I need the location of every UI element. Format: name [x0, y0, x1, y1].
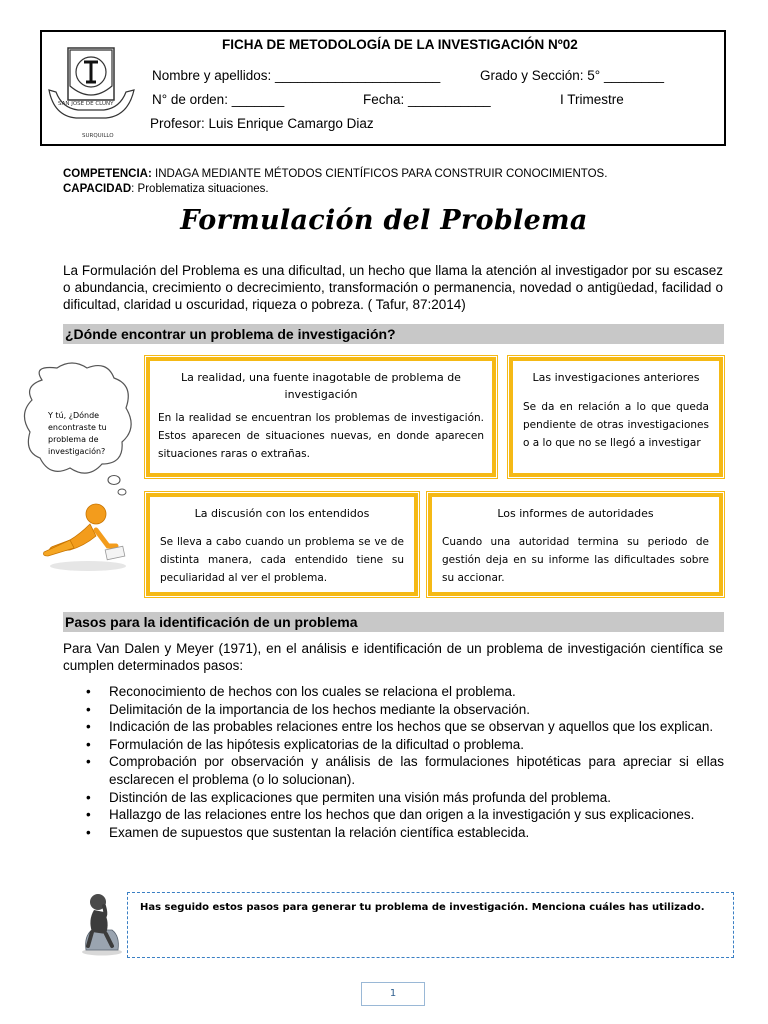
teacher-label: Profesor: Luis Enrique Camargo Diaz	[150, 116, 374, 131]
header-box	[40, 30, 726, 146]
card-authorities	[428, 493, 723, 596]
school-logo	[46, 46, 150, 142]
list-item: • Distinción de las explicaciones que permiten una visión más profunda del problema.	[86, 789, 724, 807]
date-field[interactable]: Fecha: ___________	[363, 92, 491, 107]
card-authorities-body: Cuando una autoridad termina su periodo de gestión deja en su informe las dificultades sobre su accionar.	[442, 536, 709, 584]
card-experts	[146, 493, 418, 596]
list-item: • Formulación de las hipótesis explicatorias de la dificultad o problema.	[86, 736, 724, 754]
competencia-line	[63, 168, 607, 180]
card-reality-title: La realidad, una fuente inagotable de problema de investigación	[181, 371, 461, 401]
thinker-figure-icon	[78, 890, 126, 956]
page-title: Formulación del Problema	[180, 205, 588, 236]
capacidad-label: CAPACIDAD	[63, 183, 132, 195]
list-item: • Hallazgo de las relaciones entre los hechos que dan origen a la investigación y sus explicaciones.	[86, 806, 724, 824]
competencia-text: INDAGA MEDIANTE MÉTODOS CIENTÍFICOS PARA CONSTRUIR CONOCIMIENTOS.	[151, 168, 608, 180]
page-number: 1	[361, 982, 425, 1006]
competencia-label: COMPETENCIA:	[63, 168, 152, 180]
card-experts-body: Se lleva a cabo cuando un problema se ve de distinta manera, cada entendido tiene su peculiaridad al ver el problema.	[160, 536, 404, 584]
intro-paragraph: La Formulación del Problema es una dificultad, un hecho que llama la atención al investigador por su escasez o abundancia, crecimiento o decrecimiento, transformación o permanencia, novedad o antigüedad, facilidad o dificultad, claridad u oscuridad, riqueza o pobreza. ( Tafur, 87:2014)	[63, 263, 723, 312]
card-previous-research-title: Las investigaciones anteriores	[532, 371, 700, 384]
card-previous-research-body: Se da en relación a lo que queda pendiente de otras investigaciones o a lo que no se llegó a investigar	[523, 401, 709, 449]
logo-text-surquillo: SURQUILLO	[82, 133, 114, 139]
term-label: I Trimestre	[560, 92, 624, 107]
steps-intro: Para Van Dalen y Meyer (1971), en el análisis e identificación de un problema de investigación científica se cumplen determinados pasos:	[63, 641, 723, 673]
section-heading-steps: Pasos para la identificación de un problema	[63, 612, 724, 632]
list-item: • Indicación de las probables relaciones entre los hechos que se observan y aquellos que los explican.	[86, 718, 724, 736]
grade-field[interactable]: Grado y Sección: 5° ________	[480, 68, 665, 83]
card-experts-title: La discusión con los entendidos	[194, 507, 370, 520]
name-field[interactable]: Nombre y apellidos: ______________________	[152, 68, 441, 83]
card-reality	[146, 357, 496, 477]
list-item: • Delimitación de la importancia de los hechos mediante la observación.	[86, 701, 724, 719]
section-heading-where: ¿Dónde encontrar un problema de investigación?	[63, 324, 724, 344]
logo-text-san: SAN JOSE DE CLUNY	[58, 101, 114, 107]
list-item: • Reconocimiento de hechos con los cuales se relaciona el problema.	[86, 683, 724, 701]
task-box[interactable]	[127, 892, 734, 958]
steps-list	[86, 683, 724, 841]
card-authorities-title: Los informes de autoridades	[497, 507, 654, 520]
bubble-question: Y tú, ¿Dónde encontraste tu problema de investigación?	[48, 411, 107, 456]
thinking-figure-icon	[40, 500, 130, 572]
capacidad-text: : Problematiza situaciones.	[131, 183, 269, 195]
list-item: • Examen de supuestos que sustentan la relación científica establecida.	[86, 824, 724, 842]
task-prompt: Has seguido estos pasos para generar tu problema de investigación. Menciona cuáles has utilizado.	[140, 902, 705, 913]
capacidad-line	[63, 183, 269, 195]
order-number-field[interactable]: N° de orden: _______	[152, 92, 285, 107]
card-reality-body: En la realidad se encuentran los problemas de investigación. Estos aparecen de situaciones nuevas, en donde aparecen situaciones raras o extrañas.	[158, 412, 484, 460]
worksheet-title: FICHA DE METODOLOGÍA DE LA INVESTIGACIÓN Nº02	[222, 37, 578, 52]
card-previous-research	[509, 357, 723, 477]
list-item: • Comprobación por observación y análisis de las formulaciones hipotéticas para apreciar si ellas esclarecen el problema (o lo solucionan).	[86, 753, 724, 788]
